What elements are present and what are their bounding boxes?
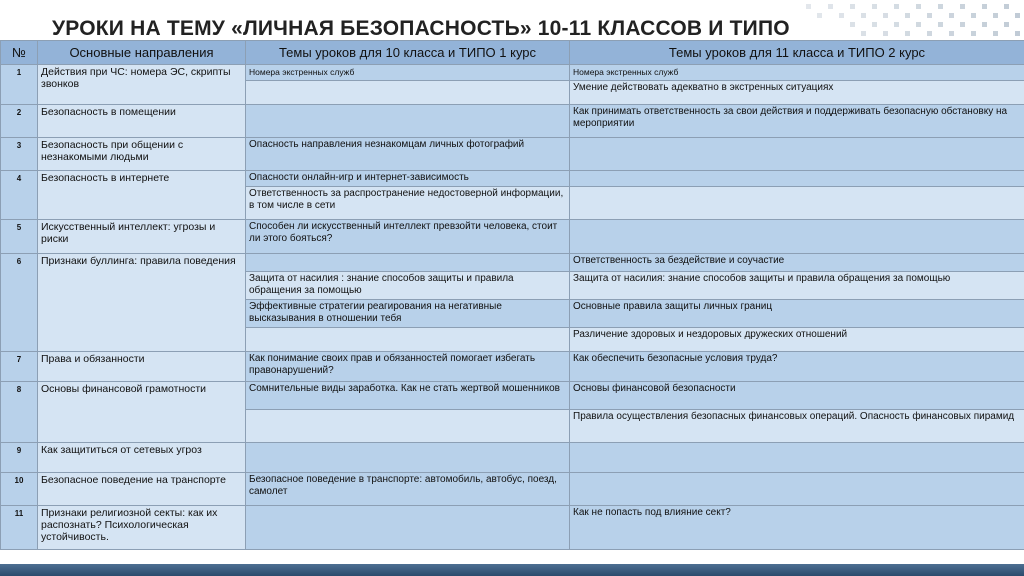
grade10-topic [246,410,570,443]
grade10-topic: Опасность направления незнакомцам личных фотографий [246,138,570,171]
row-number: 4 [1,171,38,220]
row-number: 10 [1,473,38,506]
lessons-table [0,40,1024,550]
row-number: 2 [1,105,38,138]
grade10-topic [246,328,570,352]
direction-cell: Права и обязанности [38,352,246,382]
footer-bar [0,564,1024,576]
header-direction: Основные направления [38,41,246,65]
table-row [1,443,1024,473]
grade10-topic: Ответственность за распространение недостоверной информации, в том числе в сети [246,187,570,220]
direction-cell: Признаки буллинга: правила поведения [38,254,246,352]
grade10-topic: Опасности онлайн-игр и интернет-зависимость [246,171,570,187]
direction-cell: Основы финансовой грамотности [38,382,246,443]
direction-cell: Действия при ЧС: номера ЭС, скрипты звонков [38,65,246,105]
table-row [1,220,1024,254]
grade10-topic: Номера экстренных служб [246,65,570,81]
grade11-topic: Ответственность за бездействие и соучастие [570,254,1024,272]
header-grade10: Темы уроков для 10 класса и ТИПО 1 курс [246,41,570,65]
grade11-topic: Номера экстренных служб [570,65,1024,81]
grade10-topic [246,81,570,105]
grade11-topic [570,171,1024,187]
direction-cell: Безопасность в интернете [38,171,246,220]
direction-cell: Безопасность при общении с незнакомыми людьми [38,138,246,171]
grade11-topic [570,138,1024,171]
grade11-topic: Защита от насилия: знание способов защиты и правила обращения за помощью [570,272,1024,300]
grade11-topic: Как обеспечить безопасные условия труда? [570,352,1024,382]
grade10-topic [246,506,570,550]
table-row [1,352,1024,382]
grade10-topic [246,254,570,272]
row-number: 5 [1,220,38,254]
row-number: 7 [1,352,38,382]
grade11-topic [570,187,1024,220]
grade10-topic: Эффективные стратегии реагирования на негативные высказывания в отношении тебя [246,300,570,328]
decorative-pattern [784,0,1024,40]
grade11-topic: Правила осуществления безопасных финансовых операций. Опасность финансовых пирамид [570,410,1024,443]
direction-cell: Признаки религиозной секты: как их распознать? Психологическая устойчивость. [38,506,246,550]
grade11-topic: Различение здоровых и нездоровых дружеских отношений [570,328,1024,352]
page-title: УРОКИ НА ТЕМУ «ЛИЧНАЯ БЕЗОПАСНОСТЬ» 10-11 КЛАССОВ И ТИПО [52,17,790,36]
grade10-topic: Безопасное поведение в транспорте: автомобиль, автобус, поезд, самолет [246,473,570,506]
grade10-topic: Как понимание своих прав и обязанностей помогает избегать правонарушений? [246,352,570,382]
grade10-topic: Сомнительные виды заработка. Как не стать жертвой мошенников [246,382,570,410]
grade11-topic: Как не попасть под влияние сект? [570,506,1024,550]
table-row [1,138,1024,171]
row-number: 9 [1,443,38,473]
grade10-topic [246,105,570,138]
table-row [1,254,1024,272]
header-grade11: Темы уроков для 11 класса и ТИПО 2 курс [570,41,1024,65]
row-number: 3 [1,138,38,171]
grade11-topic: Умение действовать адекватно в экстренных ситуациях [570,81,1024,105]
table-row [1,65,1024,81]
table-row [1,473,1024,506]
grade11-topic: Как принимать ответственность за свои действия и поддерживать безопасную обстановку на мероприятии [570,105,1024,138]
grade11-topic [570,220,1024,254]
table-row [1,382,1024,410]
table-row [1,171,1024,187]
direction-cell: Как защититься от сетевых угроз [38,443,246,473]
grade10-topic: Способен ли искусственный интеллект превзойти человека, стоит ли этого бояться? [246,220,570,254]
table-header-row [1,41,1024,65]
table-row [1,105,1024,138]
direction-cell: Безопасное поведение на транспорте [38,473,246,506]
row-number: 11 [1,506,38,550]
row-number: 1 [1,65,38,105]
grade11-topic [570,443,1024,473]
grade11-topic: Основные правила защиты личных границ [570,300,1024,328]
grade10-topic [246,443,570,473]
table-body [1,65,1024,550]
direction-cell: Искусственный интеллект: угрозы и риски [38,220,246,254]
table-row [1,506,1024,550]
header-num: № [1,41,38,65]
grade11-topic: Основы финансовой безопасности [570,382,1024,410]
row-number: 6 [1,254,38,352]
grade10-topic: Защита от насилия : знание способов защиты и правила обращения за помощью [246,272,570,300]
direction-cell: Безопасность в помещении [38,105,246,138]
row-number: 8 [1,382,38,443]
grade11-topic [570,473,1024,506]
